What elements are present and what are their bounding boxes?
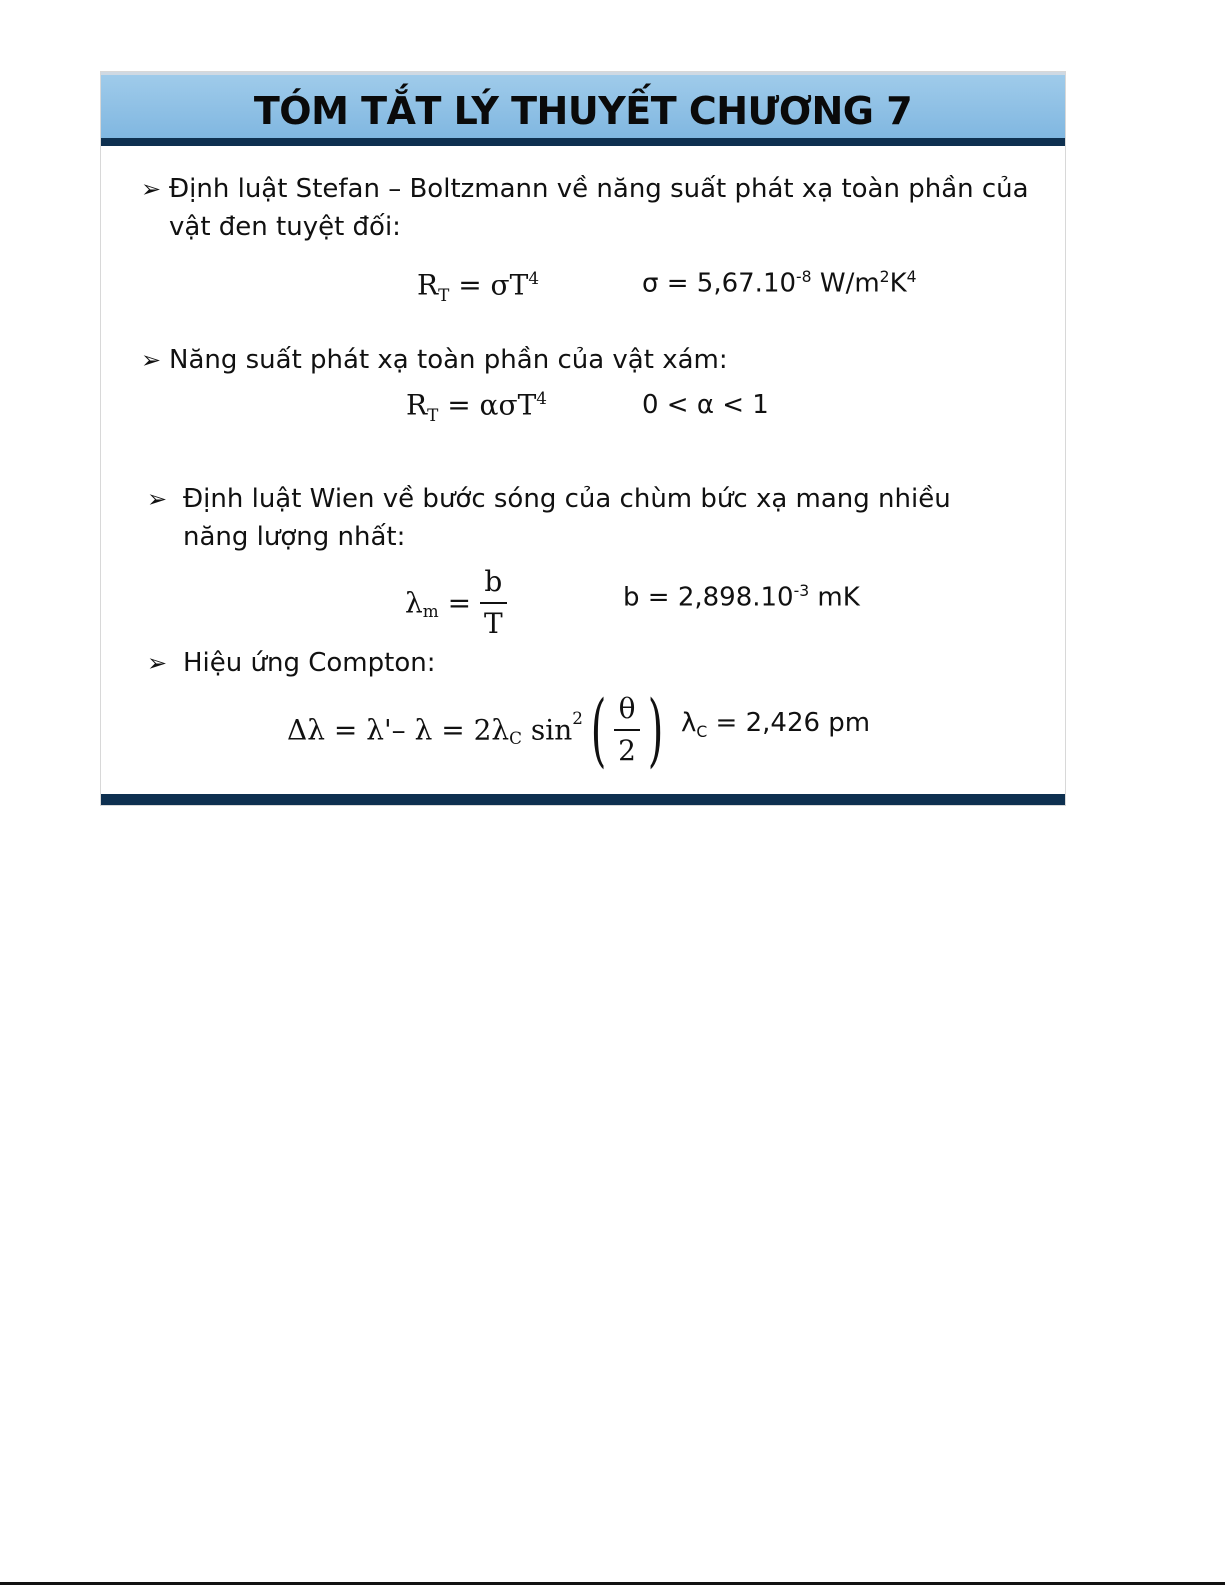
- header-divider: [101, 138, 1065, 146]
- wien-text-line1: Định luật Wien về bước sóng của chùm bức xạ mang nhiều: [183, 484, 951, 514]
- stefan-eq-r: R: [417, 268, 439, 302]
- wien-constant: [623, 582, 860, 613]
- grey-body-equation: [406, 388, 547, 425]
- grey-eq-sup: 4: [536, 388, 547, 408]
- wien-const-main: b = 2,898.10: [623, 582, 794, 613]
- grey-eq-r: R: [406, 388, 428, 422]
- wien-fraction-num: b: [484, 565, 503, 598]
- stefan-eq-sub: T: [438, 284, 450, 305]
- compton-fraction-den: 2: [614, 729, 640, 771]
- wien-text-line2: năng lượng nhất:: [183, 522, 406, 552]
- compton-const-sub: C: [696, 723, 708, 742]
- bullet-arrow-icon: ➢: [147, 649, 168, 677]
- compton-constant: [681, 708, 870, 741]
- wien-fraction-den: T: [480, 602, 507, 644]
- stefan-equation: [417, 268, 539, 305]
- compton-fraction-num: θ: [618, 692, 636, 725]
- compton-eq-part1: Δλ = λ'– λ = 2λ: [287, 713, 510, 747]
- compton-eq-part2: sin: [521, 713, 573, 747]
- stefan-const-exp: -8: [796, 268, 812, 286]
- grey-body-text: Năng suất phát xạ toàn phần của vật xám:: [169, 345, 728, 375]
- wien-equation: [405, 562, 507, 644]
- stefan-const-main: σ = 5,67.10: [642, 268, 797, 299]
- bullet-arrow-icon: ➢: [147, 485, 168, 513]
- wien-const-unit: mK: [809, 582, 860, 613]
- compton-equation: [287, 683, 671, 776]
- slide-header: [101, 72, 1065, 141]
- compton-fraction: [614, 689, 640, 771]
- compton-text: Hiệu ứng Compton:: [183, 648, 436, 678]
- compton-eq-sub: C: [509, 728, 522, 748]
- grey-eq-rest: = ασT: [438, 388, 537, 422]
- stefan-const-sup2: 4: [906, 268, 917, 286]
- bullet-arrow-icon: ➢: [141, 346, 162, 374]
- stefan-const-sup1: 2: [879, 268, 890, 286]
- wien-eq-sub: m: [422, 601, 439, 621]
- compton-left-paren-icon: (: [590, 683, 607, 776]
- bullet-arrow-icon: ➢: [141, 175, 162, 203]
- stefan-const-unit: W/m: [811, 268, 880, 299]
- compton-eq-sup: 2: [572, 708, 583, 728]
- wien-const-exp: -3: [793, 582, 810, 600]
- stefan-eq-sup: 4: [528, 268, 540, 288]
- compton-const-rest: = 2,426 pm: [707, 708, 871, 738]
- wien-eq-equals: =: [438, 586, 480, 620]
- stefan-const-k: K: [889, 268, 907, 299]
- grey-eq-sub: T: [427, 404, 439, 425]
- stefan-eq-rest: = σT: [449, 268, 529, 302]
- stefan-constant: [642, 268, 917, 299]
- grey-body-condition: 0 < α < 1: [642, 390, 769, 420]
- slide: [101, 72, 1065, 805]
- slide-footer-bar: [101, 794, 1065, 805]
- stefan-text-line1: Định luật Stefan – Boltzmann về năng suất phát xạ toàn phần của: [169, 174, 1029, 204]
- slide-title: TÓM TẮT LÝ THUYẾT CHƯƠNG 7: [253, 89, 913, 133]
- wien-eq-lambda: λ: [405, 586, 423, 620]
- wien-fraction: [480, 562, 507, 644]
- compton-const-lambda: λ: [681, 708, 697, 738]
- stefan-text-line2: vật đen tuyệt đối:: [169, 212, 401, 242]
- compton-right-paren-icon: ): [647, 683, 664, 776]
